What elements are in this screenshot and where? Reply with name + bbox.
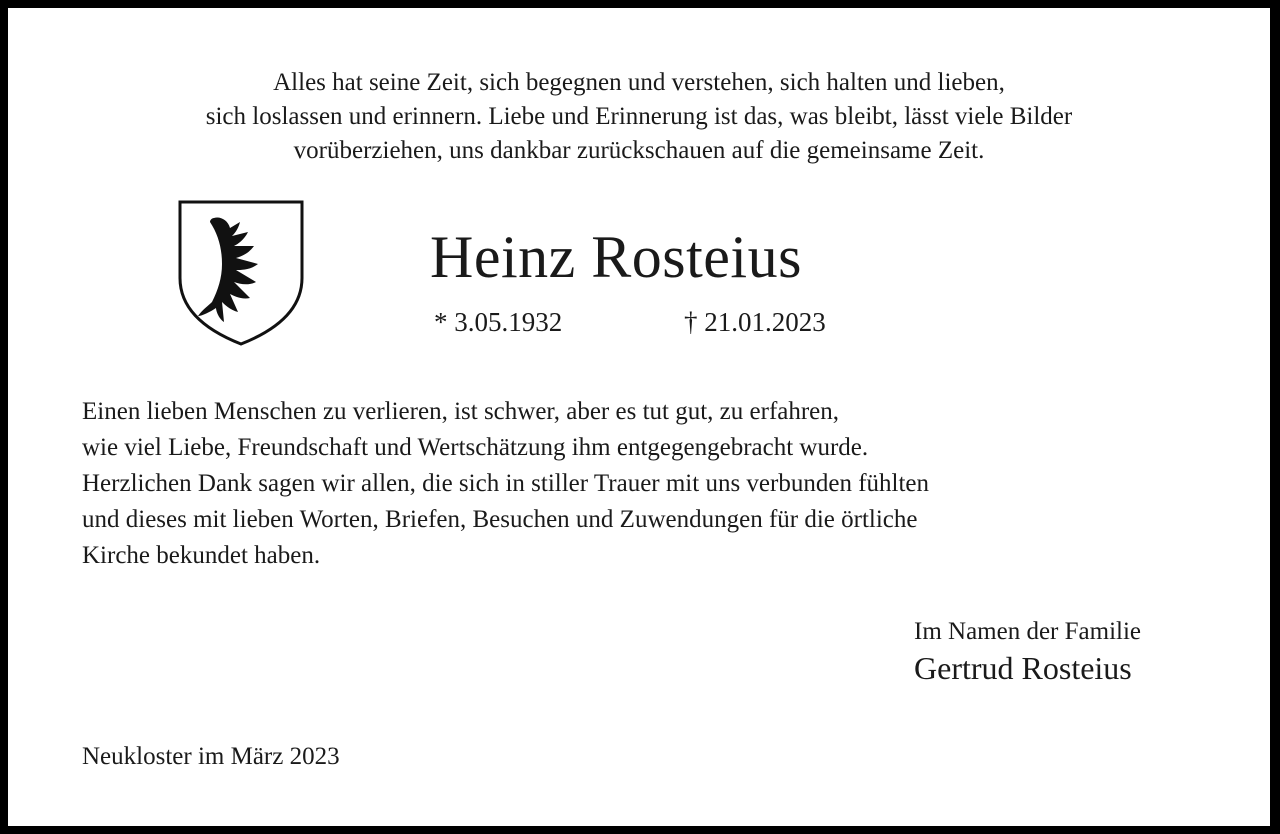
- message-line: und dieses mit lieben Worten, Briefen, Besuchen und Zuwendungen für die örtliche: [82, 506, 918, 533]
- signature-name: Gertrud Rosteius: [914, 650, 1132, 686]
- message-line: wie viel Liebe, Freundschaft und Wertschätzung ihm entgegengebracht wurde.: [82, 434, 869, 461]
- obituary-card: [8, 8, 1270, 826]
- deceased-name: Heinz Rosteius: [430, 224, 802, 290]
- family-signature: [914, 614, 1141, 686]
- poem-line: Alles hat seine Zeit, sich begegnen und verstehen, sich halten und lieben,: [273, 69, 1005, 96]
- message-line: Kirche bekundet haben.: [82, 542, 321, 569]
- place-and-date: Neukloster im März 2023: [82, 743, 340, 770]
- signature-intro: Im Namen der Familie: [914, 618, 1142, 645]
- message-line: Einen lieben Menschen zu verlieren, ist schwer, aber es tut gut, zu erfahren,: [82, 398, 840, 425]
- antler-coat-of-arms-icon: [176, 198, 306, 348]
- poem-line: sich loslassen und erinnern. Liebe und Erinnerung ist das, was bleibt, lässt viele Bilder: [205, 103, 1073, 130]
- poem-line: vorüberziehen, uns dankbar zurückschauen auf die gemeinsame Zeit.: [293, 137, 985, 164]
- thanks-message: [82, 394, 929, 574]
- birth-date: * 3.05.1932: [434, 307, 563, 337]
- death-date: † 21.01.2023: [684, 307, 826, 337]
- message-line: Herzlichen Dank sagen wir allen, die sich in stiller Trauer mit uns verbunden fühlten: [82, 470, 930, 497]
- poem: [8, 66, 1270, 168]
